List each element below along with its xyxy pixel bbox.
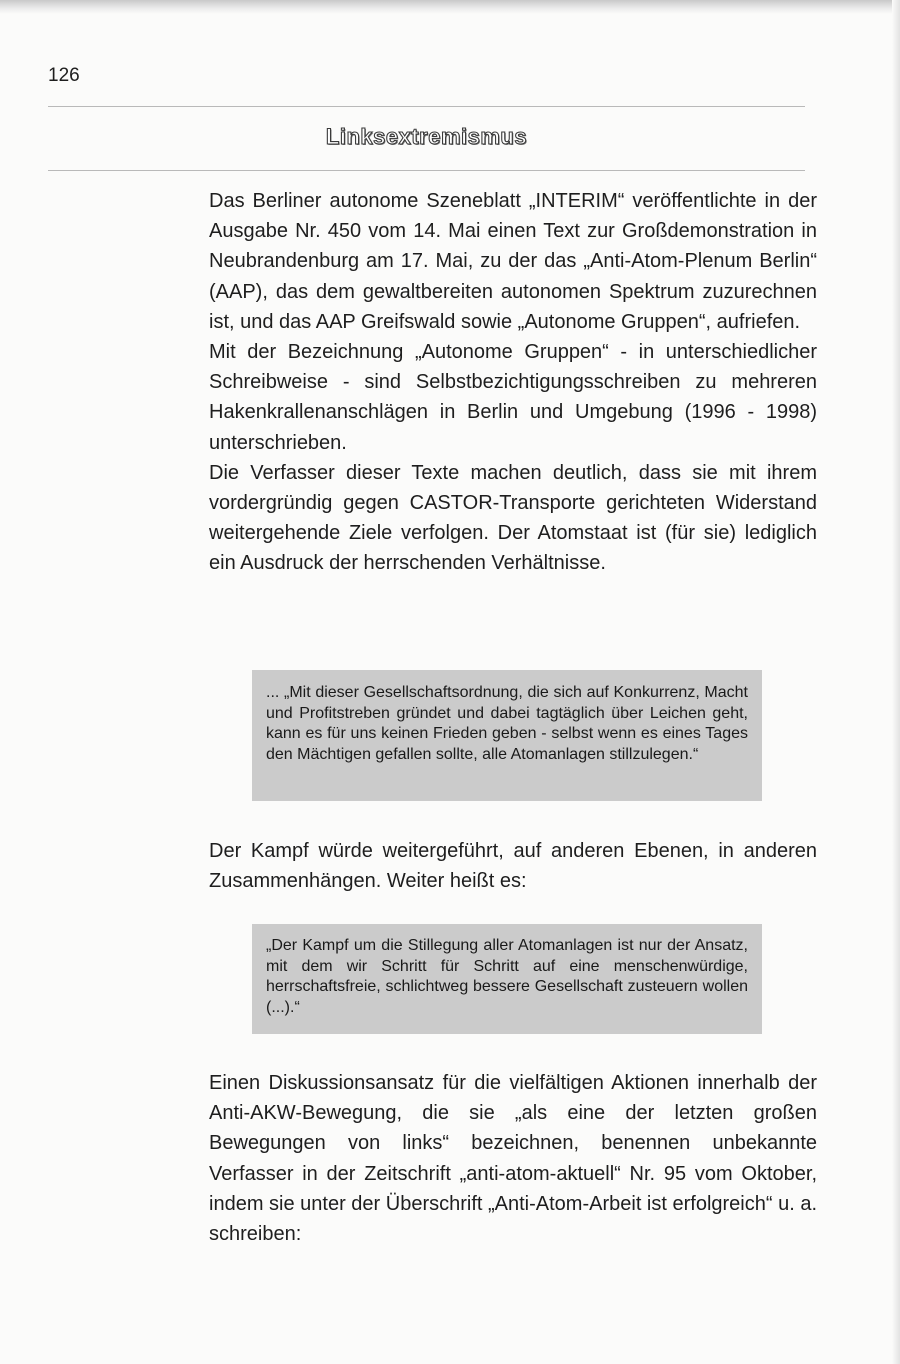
paragraph-interim: Das Berliner autonome Szeneblatt „INTERIM“ veröffentlichte in der Ausgabe Nr. 450 vom 14. Mai einen Text zur Großdemonstration in Neubrandenburg am 17. Mai, zu der das „Anti-Atom-Plenum Berlin“ (AAP), das dem gewaltbereiten autonomen Spektrum zuzurechnen ist, und das AAP Greifswald sowie „Autonome Gruppen“, aufriefen. (209, 190, 817, 333)
paragraph-diskussionsansatz: Einen Diskussionsansatz für die vielfältigen Aktionen innerhalb der Anti-AKW-Bewegung, die sie „als eine der letzten großen Bewegungen von links“ bezeichnen, benennen unbekannte Verfasser in der Zeitschrift „anti-atom-aktuell“ Nr. 95 vom Oktober, indem sie unter der Überschrift „Anti-Atom-Arbeit ist erfolgreich“ u. a. schreiben: (209, 1072, 817, 1246)
body-text-section-2 (209, 836, 817, 896)
paragraph-autonome-gruppen: Mit der Bezeichnung „Autonome Gruppen“ - in unterschiedlicher Schreibweise - sind Selbstbezichtigungsschreiben zu mehreren Hakenkrallenanschlägen in Berlin und Umgebung (1996 - 1998) unterschrieben. (209, 341, 817, 454)
body-text-section-1 (209, 186, 817, 579)
header-rule-top (48, 106, 805, 107)
quote-box-stillegung: „Der Kampf um die Stillegung aller Atomanlagen ist nur der Ansatz, mit dem wir Schritt für Schritt auf eine menschenwürdige, herrschaftsfreie, schlichtweg bessere Gesellschaft zusteuern wollen (...).“ (252, 924, 762, 1034)
body-text-section-3 (209, 1068, 817, 1249)
paragraph-verfasser: Die Verfasser dieser Texte machen deutlich, dass sie mit ihrem vordergründig gegen CASTOR-Transporte gerichteten Widerstand weitergehende Ziele verfolgen. Der Atomstaat ist (für sie) lediglich ein Ausdruck der herrschenden Verhältnisse. (209, 461, 817, 575)
quote-box-gesellschaftsordnung: ... „Mit dieser Gesellschaftsordnung, die sich auf Konkurrenz, Macht und Profitstreben gründet und dabei tagtäglich über Leichen geht, kann es für uns keinen Frieden geben - selbst wenn es eines Tages den Mächtigen gefallen sollte, alle Atomanlagen stillzulegen.“ (252, 670, 762, 801)
header-rule-bottom (48, 170, 805, 171)
scan-top-edge (0, 0, 900, 14)
running-header: Linksextremismus (325, 124, 528, 149)
page-number: 126 (48, 65, 80, 86)
scan-right-edge (892, 0, 900, 1364)
paragraph-kampf: Der Kampf würde weitergeführt, auf anderen Ebenen, in anderen Zusammenhängen. Weiter heißt es: (209, 840, 817, 893)
